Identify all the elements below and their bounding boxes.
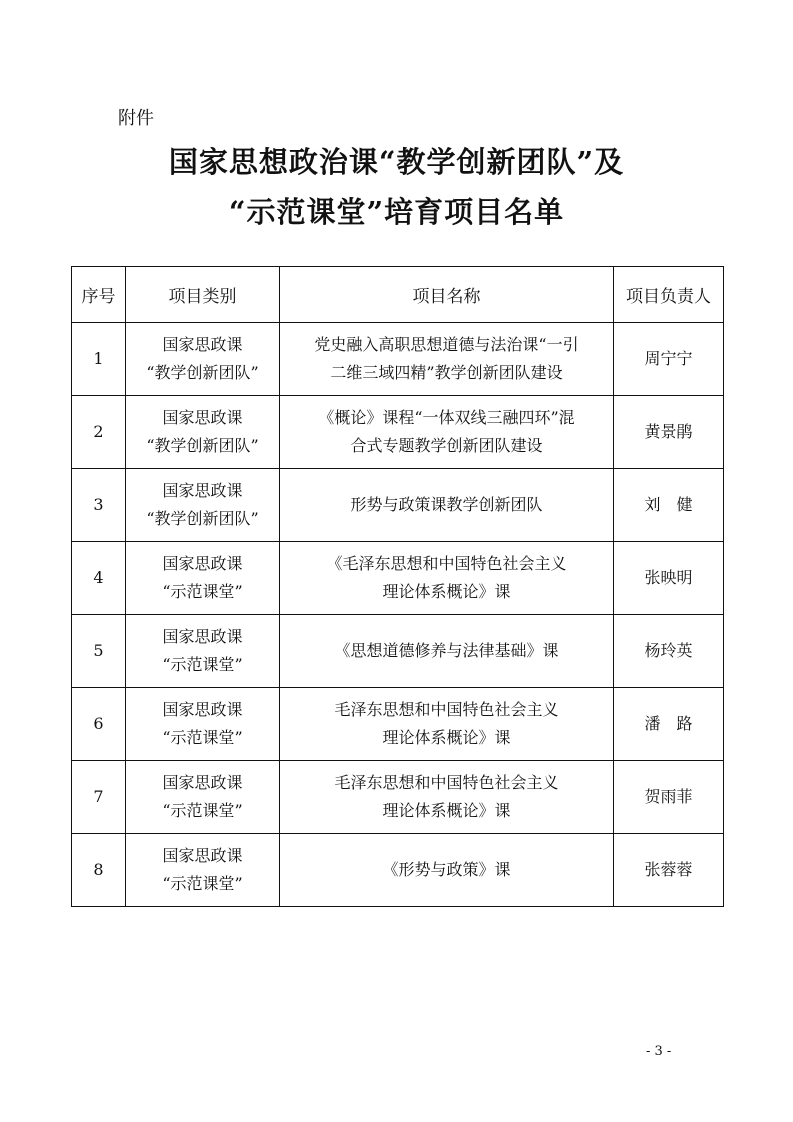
category-line: 国家思政课 [162, 408, 243, 427]
page-number: - 3 - [646, 1044, 672, 1059]
row-category [126, 542, 280, 615]
row-category [126, 834, 280, 907]
header-serial-number: 序号 [72, 267, 126, 323]
category-line: “示范课堂” [162, 728, 243, 747]
table-row [72, 834, 724, 907]
table-row [72, 615, 724, 688]
category-line: 国家思政课 [162, 554, 243, 573]
category-line: 国家思政课 [162, 773, 243, 792]
project-list-table [71, 266, 724, 907]
row-leader: 刘 健 [614, 469, 724, 542]
header-project-category: 项目类别 [126, 267, 280, 323]
row-project-name [280, 761, 614, 834]
project-name-line: 《思想道德修养与法律基础》课 [334, 641, 559, 660]
category-line: “示范课堂” [162, 582, 243, 601]
project-name-line: 《形势与政策》课 [382, 860, 511, 879]
row-category [126, 688, 280, 761]
row-category [126, 615, 280, 688]
category-line: “教学创新团队” [146, 436, 259, 455]
row-number: 8 [72, 834, 126, 907]
attachment-label: 附件 [118, 108, 154, 129]
category-line: 国家思政课 [162, 335, 243, 354]
category-line: “示范课堂” [162, 874, 243, 893]
row-category [126, 323, 280, 396]
project-name-line: 《毛泽东思想和中国特色社会主义 [326, 554, 567, 573]
row-number: 4 [72, 542, 126, 615]
category-line: “示范课堂” [162, 801, 243, 820]
project-name-line: 二维三域四精”教学创新团队建设 [330, 363, 563, 382]
row-project-name [280, 615, 614, 688]
project-name-line: 理论体系概论》课 [382, 801, 511, 820]
row-category [126, 396, 280, 469]
row-number: 5 [72, 615, 126, 688]
table-row [72, 323, 724, 396]
row-project-name [280, 834, 614, 907]
category-line: “教学创新团队” [146, 509, 259, 528]
document-title-line1: 国家思想政治课“教学创新团队”及 [168, 145, 625, 179]
row-project-name [280, 542, 614, 615]
row-number: 6 [72, 688, 126, 761]
category-line: 国家思政课 [162, 846, 243, 865]
row-number: 7 [72, 761, 126, 834]
row-project-name [280, 469, 614, 542]
table-row [72, 761, 724, 834]
row-leader: 贺雨菲 [614, 761, 724, 834]
row-leader: 张映明 [614, 542, 724, 615]
header-project-name: 项目名称 [280, 267, 614, 323]
project-name-line: 《概论》课程“一体双线三融四环”混 [318, 408, 575, 427]
category-line: “示范课堂” [162, 655, 243, 674]
project-name-line: 理论体系概论》课 [382, 582, 511, 601]
row-leader: 周宁宁 [614, 323, 724, 396]
row-leader: 张蓉蓉 [614, 834, 724, 907]
row-project-name [280, 396, 614, 469]
row-project-name [280, 688, 614, 761]
row-category [126, 761, 280, 834]
project-name-line: 毛泽东思想和中国特色社会主义 [334, 773, 559, 792]
row-number: 1 [72, 323, 126, 396]
project-name-line: 合式专题教学创新团队建设 [350, 436, 543, 455]
category-line: 国家思政课 [162, 481, 243, 500]
table-row [72, 688, 724, 761]
row-category [126, 469, 280, 542]
project-name-line: 毛泽东思想和中国特色社会主义 [334, 700, 559, 719]
document-title-line2: “示范课堂”培育项目名单 [228, 195, 565, 229]
project-name-line: 理论体系概论》课 [382, 728, 511, 747]
row-project-name [280, 323, 614, 396]
category-line: “教学创新团队” [146, 363, 259, 382]
category-line: 国家思政课 [162, 627, 243, 646]
row-leader: 黄景鹃 [614, 396, 724, 469]
category-line: 国家思政课 [162, 700, 243, 719]
table-row [72, 542, 724, 615]
project-name-line: 党史融入高职思想道德与法治课“一引 [314, 335, 579, 354]
table-row [72, 469, 724, 542]
row-leader: 潘 路 [614, 688, 724, 761]
table-header-row [72, 267, 724, 323]
header-project-leader: 项目负责人 [614, 267, 724, 323]
row-leader: 杨玲英 [614, 615, 724, 688]
table-row [72, 396, 724, 469]
row-number: 3 [72, 469, 126, 542]
project-name-line: 形势与政策课教学创新团队 [350, 495, 543, 514]
row-number: 2 [72, 396, 126, 469]
